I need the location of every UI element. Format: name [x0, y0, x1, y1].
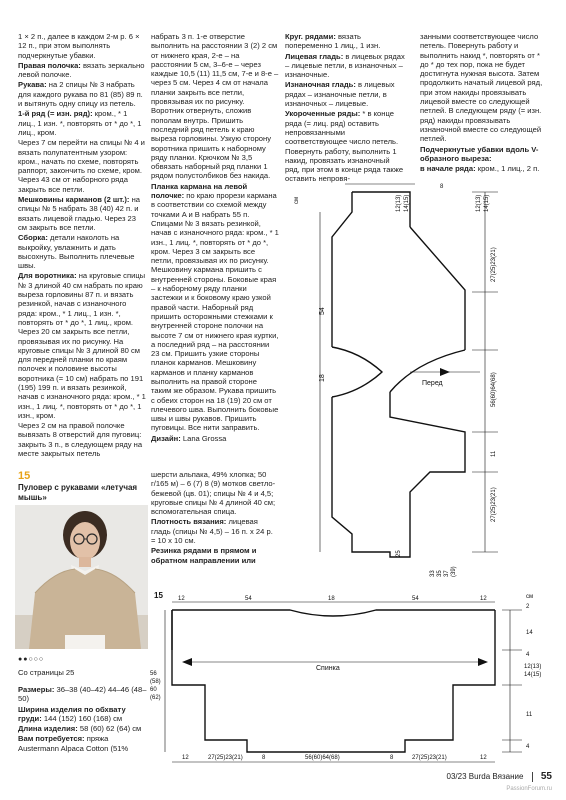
dim-label: 56	[150, 671, 157, 677]
dim-label: 8	[440, 184, 444, 190]
dim-label: 12	[480, 596, 487, 602]
paragraph: 1 × 2 п., далее в каждом 2-м р. 6 × 12 п., при этом выполнять подчеркнутые убавки.	[18, 32, 140, 60]
model-photo	[15, 505, 148, 649]
dim-label: 2	[526, 604, 530, 610]
dim-label: (58)	[150, 679, 161, 685]
paragraph: Правая полочка: вязать зеркально левой полочке.	[18, 60, 145, 80]
paragraph: Плотность вязания: лицевая гладь (спицы № 4,5) – 16 п. x 24 р. = 10 x 10 см.	[151, 517, 273, 546]
paragraph: Для воротника: на круговые спицы № 3 длиной 40 см набрать по краю выреза горловины 87 п. и вязать резинкой, начав с изнаночного ряда: кром., * 1 лиц., 1 изн. *, повторять от * до *, 1 лиц., кром. Через 20 см закрыть все петли, провязывая их по рисунку. На круговые спицы № 3 длиной 80 см для передней планки по краям полочек и половине высоты воротника (= 10 см) набрать по 191 (195) 199 п. и вязать резинкой, начав с изнаночного ряда: кром., * 1 изн., 1 лиц. *, повторять от * до *, 1 изн., кром.	[18, 271, 146, 420]
dim-label: 37	[444, 570, 450, 577]
issue-label: 03/23	[446, 772, 467, 781]
dim-label: 60	[150, 687, 157, 693]
paragraph: Планка кармана на левой полочке: по краю прорези кармана в соответствии со схемой между точками A и B набрать 55 п. Спицами № 3 вязать резинкой, начав с изнаночного ряда: кром., * 1 изн., 1 лиц. *, повторять от * до *, кром. Через 3 см закрыть все петли, провязывая их по рисунку. Мешковину кармана пришить с внутренней стороны. Боковые края – к наборному ряду планки застежки и к боковому краю узкой правой части. Наборный ряд пришить осторожными стежками к внутренней стороне полочки на высоте 7 см от нижнего края куртки, а последний ряд – на расстоянии 23 см. Пришить узкие стороны планок карманов. Мешковину карманов и планку карманов выполнить на правой стороне таким же образом. Рукава пришить с обеих сторон на 18 (19) 20 см от плечевого шва. Выполнить боковые швы и швы рукавов. Пришить пуговицы. Все нити заправить.	[151, 181, 279, 433]
magazine-name: Burda Вязание	[468, 772, 524, 781]
paragraph: занными соответствующее число петель. Повернуть работу и выполнить накид *, повторять от * до * до тех пор, пока не будет достигнута нужная высота. Затем продолжить начатый лицевой ряд, при этом накиды провязывать лицевой вместе со следующей петлей. В следующем ряду (= изн. ряд) накиды провязывать изнаночной вместе со следующей петлей.	[420, 32, 543, 144]
dim-label: 25	[396, 550, 402, 557]
model-title: Пуловер с рукавами «летучая мышь»	[18, 483, 138, 502]
photo-illustration	[15, 505, 148, 649]
dim-label: 27(25)23(21)	[491, 247, 497, 282]
dim-label: 33	[430, 570, 436, 577]
text-column-1-bottom	[18, 685, 148, 754]
paragraph: Через 2 см на правой полочке вывязать 8 отверстий для пуговиц: закрыть 3 п., в следующем ряду на месте закрытых петель	[18, 421, 143, 459]
dim-label: 14	[526, 630, 533, 636]
paragraph: Сборка: детали наколоть на выкройку, увлажнить и дать высохнуть. Выполнить плечевые швы.	[18, 233, 135, 271]
paragraph: шерсти альпака, 49% хлопка; 50 г/165 м) – 6 (7) 8 (9) мотков светло-бежевой (цв. 01); спицы № 4 и 4,5; круговые спицы № 4 длиной 40 см; вспомогательная спица.	[151, 470, 276, 517]
dim-label: 12	[182, 755, 189, 761]
dim-label: 54	[412, 596, 419, 602]
unit-label: см	[294, 196, 300, 204]
dim-label: 27(25)23(21)	[208, 755, 243, 761]
dim-label: 4	[526, 652, 530, 658]
dim-label: 12(13)	[524, 664, 542, 670]
paragraph: набрать 3 п. 1-е отверстие выполнить на расстоянии 3 (2) 2 см от нижнего края, 2-е – на расстоянии 5 см, 3–6-е – через каждые 10,5 (11) 11,5 см, 7-е и 8-е – через 5 см. Через 4 см от начала планки закрыть все петли, провязывая их по рисунку. Воротник отвернуть, сложив пополам внутрь. Пришить последний ряд петель к краю выреза горловины. Узкую сторону воротника пришить к наборному ряду планки. Крючком № 3,5 обвязать наборный ряд планки 1 рядом полустолбиков без накида.	[151, 32, 279, 181]
paragraph: Через 7 см перейти на спицы № 4 и вязать полупатентным узором: кром., начать по схеме, повторять раппорт, закончить по схеме, кром. Через 43 см от наборного ряда закрыть все петли.	[18, 138, 145, 194]
paragraph: Длина изделия: 58 (60) 62 (64) см	[18, 724, 142, 734]
page-number: 55	[540, 771, 552, 782]
model-number: 15	[18, 470, 31, 482]
dim-label: 11	[491, 450, 497, 457]
watermark: PassionForum.ru	[506, 786, 552, 792]
dim-label: 12	[178, 596, 185, 602]
dim-label: 54	[319, 307, 326, 315]
paragraph: Укороченные ряды: * в конце ряда (= лиц. ряд) оставить непровязанными соответствующее число петель. Повернуть работу, выполнить 1 накид, провязать изнаночный ряд, при этом в конце ряда также оставить непровя-	[285, 109, 404, 184]
dim-label: 11	[526, 712, 533, 718]
text-column-2	[151, 32, 279, 444]
dim-label: 18	[328, 596, 335, 602]
dim-label: 12	[480, 755, 487, 761]
paragraph: Лицевая гладь: в лицевых рядах – лицевые петли, в изнаночных – изнаночные.	[285, 51, 405, 80]
paragraph: Ширина изделия по обхвату груди: 144 (152) 160 (168) см	[18, 704, 126, 723]
dim-label: 35	[437, 570, 443, 577]
text-column-3	[285, 32, 405, 185]
dim-label: 12(13)	[476, 194, 482, 212]
dim-label: 56(60)64(68)	[491, 372, 497, 407]
paragraph: Мешковины карманов (2 шт.): на спицы № 5 набрать 38 (40) 42 п. и вязать лицевой гладью. Через 23 см закрыть все петли.	[18, 195, 140, 232]
dim-label: (39)	[451, 566, 457, 577]
page-reference: Со страницы 25	[18, 668, 75, 677]
section-heading: Подчеркнутые убавки вдоль V-образного выреза:	[420, 144, 539, 163]
dim-label: 4	[526, 744, 530, 750]
paragraph: Круг. рядами: вязать попеременно 1 лиц., 1 изн.	[285, 32, 381, 51]
dim-label: 14(15)	[524, 672, 542, 678]
paragraph: 1-й ряд (= изн. ряд): кром., * 1 лиц., 1 изн. *, повторять от * до *, 1 лиц., кром.	[18, 109, 142, 137]
text-column-2-bottom	[151, 470, 279, 566]
back-label: Спинка	[316, 665, 340, 672]
dim-label: 54	[245, 596, 252, 602]
text-column-4	[420, 32, 550, 174]
dim-label: (62)	[150, 695, 161, 701]
front-pattern-diagram	[290, 182, 510, 582]
dim-label: 27(25)23(21)	[412, 755, 447, 761]
paragraph: Дизайн: Lana Grossa	[151, 433, 227, 443]
back-pattern-diagram	[150, 590, 550, 768]
dim-label: 8	[262, 755, 266, 761]
paragraph: Изнаночная гладь: в лицевых рядах – изнаночные петли, в изнаночных – лицевые.	[285, 80, 395, 109]
footer-divider	[532, 772, 533, 782]
front-label: Перед	[422, 380, 443, 387]
dim-label: 18	[319, 374, 326, 382]
dim-label: 14(15)	[404, 194, 410, 212]
paragraph: Размеры: 36–38 (40–42) 44–46 (48–50)	[18, 685, 147, 704]
unit-label: см	[526, 594, 534, 600]
difficulty-rating: ●●○○○	[18, 656, 45, 663]
dim-label: 14(15)	[484, 194, 490, 212]
paragraph: в начале ряда: кром., 1 лиц., 2 п.	[420, 164, 540, 174]
page-footer	[447, 771, 552, 782]
paragraph: Вам потребуется: пряжа Austermann Alpaca Cotton (51%	[18, 734, 129, 753]
dim-label: 56(60)64(68)	[305, 755, 340, 761]
text-column-1	[18, 32, 146, 459]
dim-label: 27(25)23(21)	[491, 487, 497, 522]
diagram-number: 15	[154, 591, 163, 600]
dim-label: 8	[390, 755, 394, 761]
dim-label: 12(13)	[396, 194, 402, 212]
section-heading: Резинка рядами в прямом и обратном направлении или	[151, 546, 257, 565]
paragraph: Рукава: на 2 спицы № 3 набрать для каждого рукава по 81 (85) 89 п. и вытянуть одну спицу из петель.	[18, 80, 143, 109]
